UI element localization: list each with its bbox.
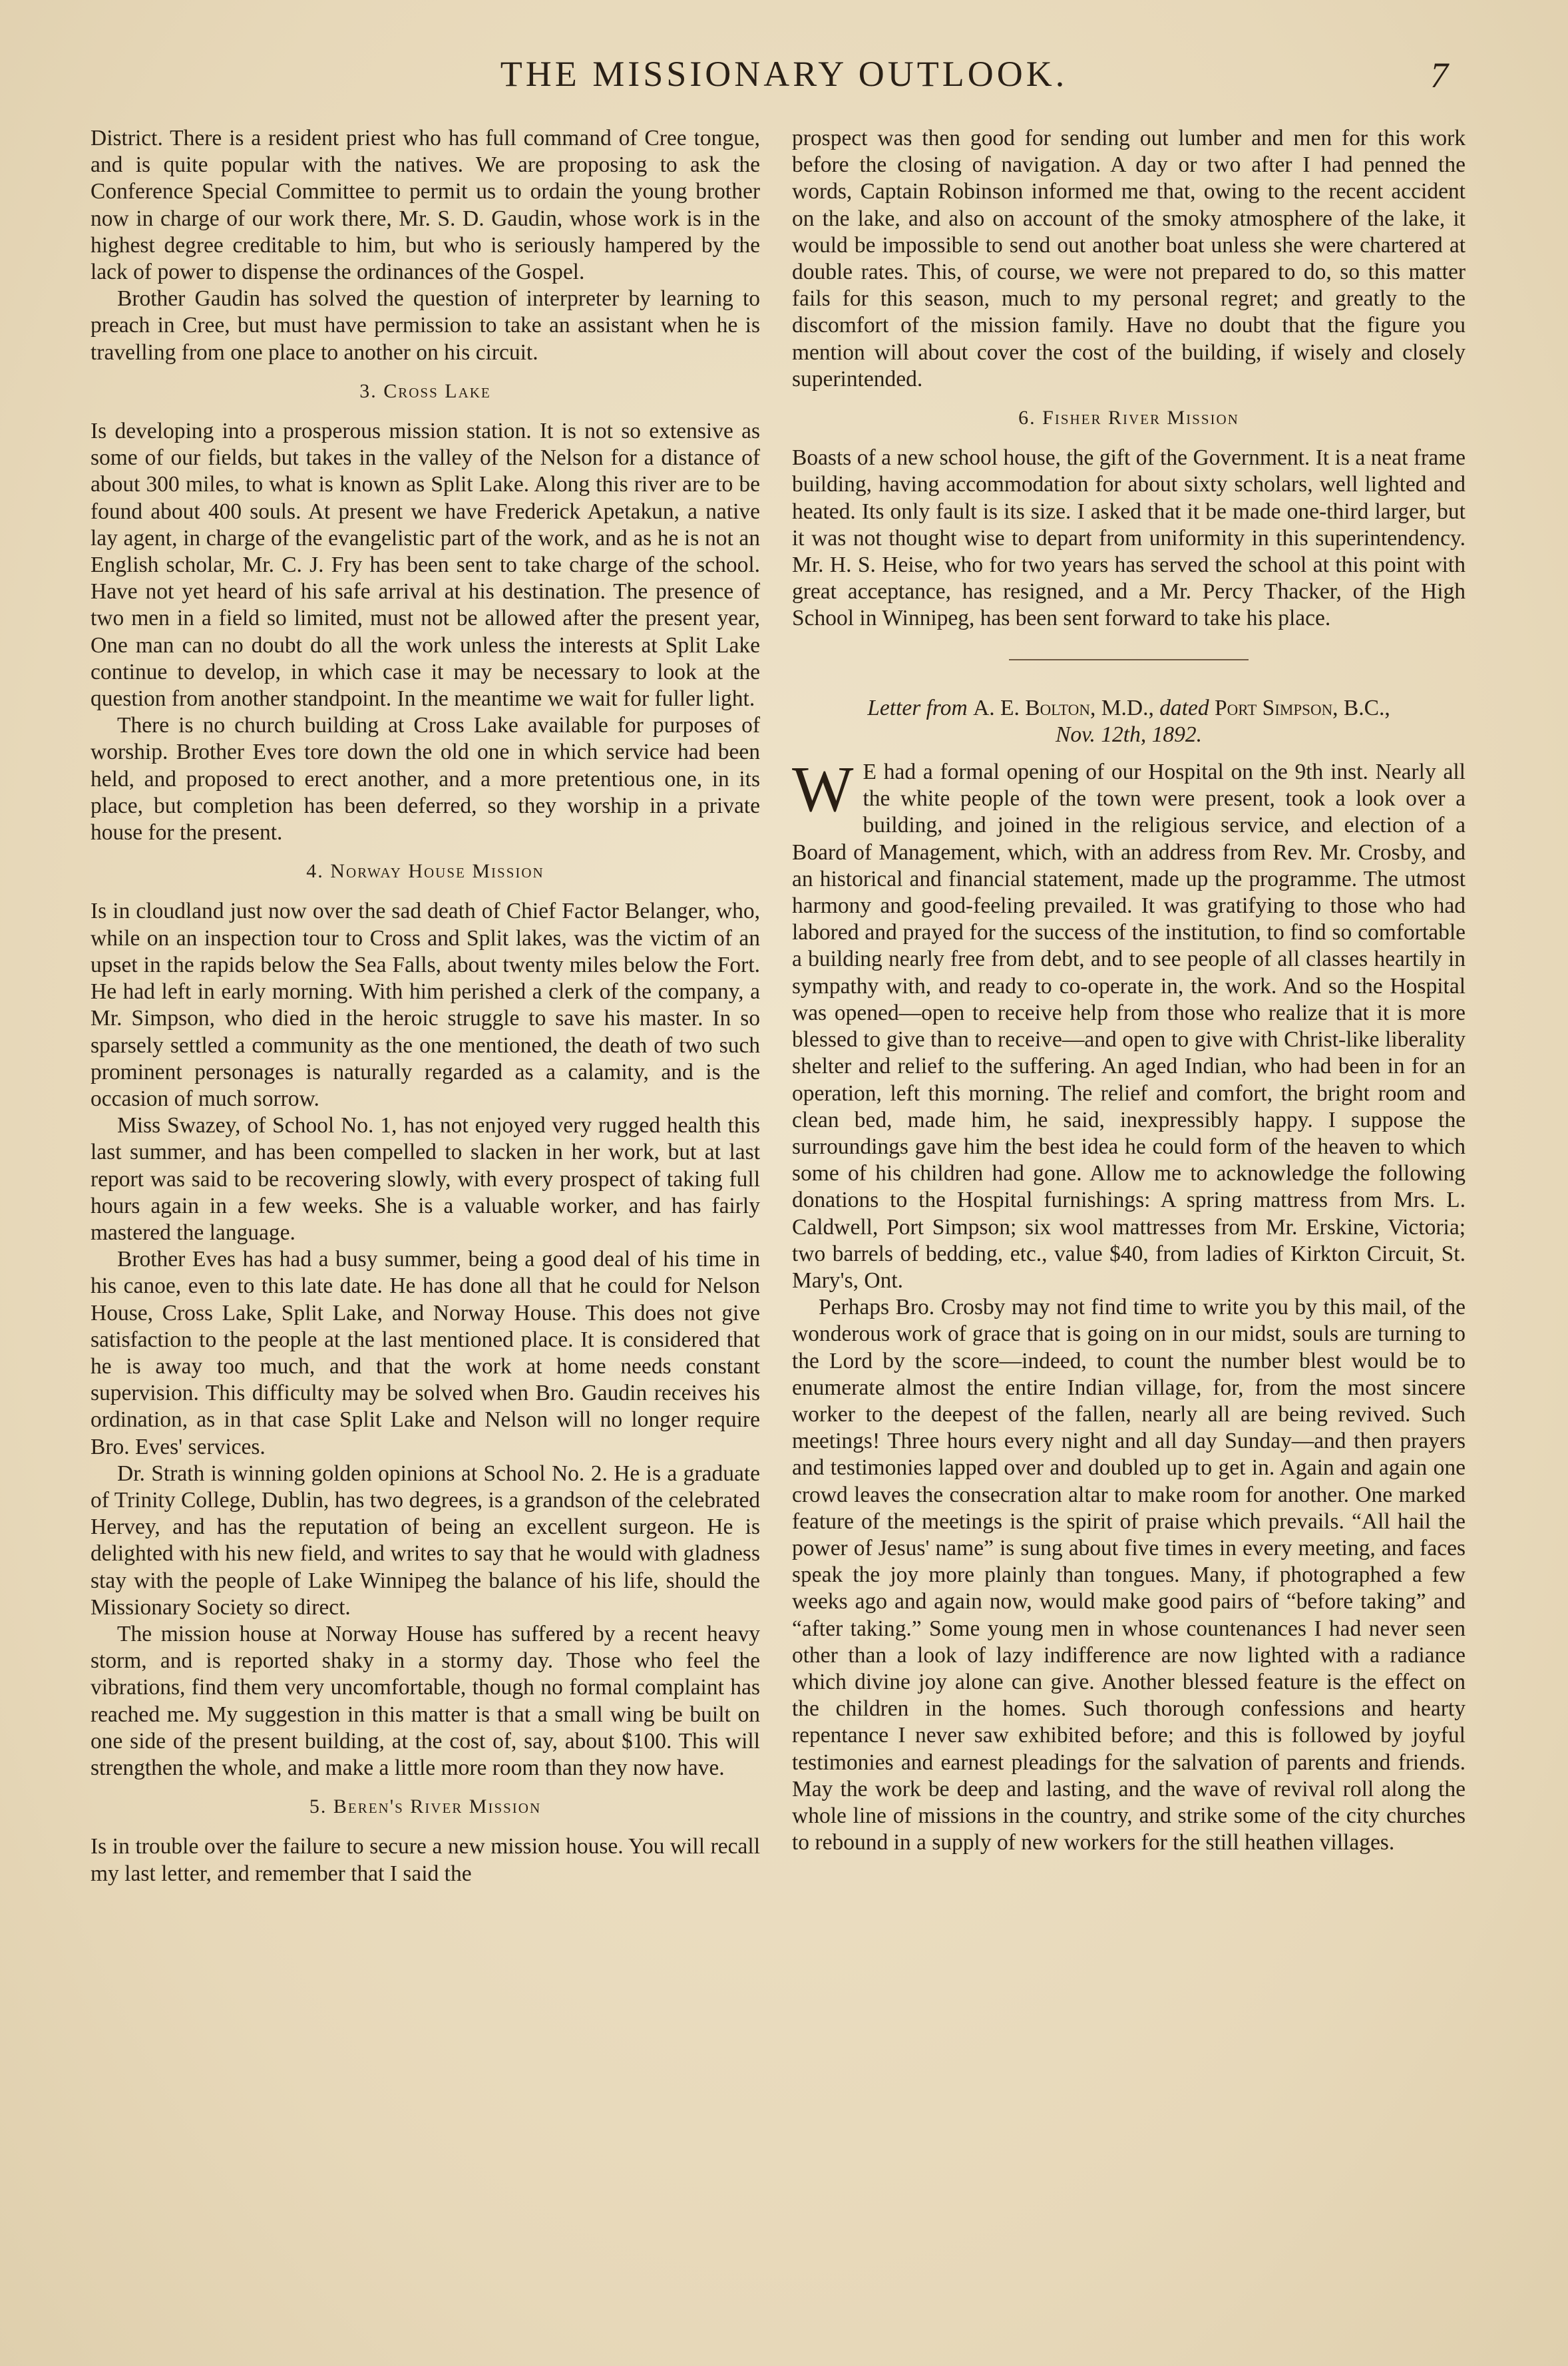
- paragraph-norway-1: Is in cloudland just now over the sad death of Chief Factor Belanger, who, while on an inspection tour to Cross and Split lakes, was the victim of an upset in the rapids below the Sea Falls, about twenty miles below the Fort. He had left in early morning. With him perished a clerk of the company, a Mr. Simpson, who died in the heroic struggle to save his master. In so sparsely settled a community as the one mentioned, the death of two such prominent personages is naturally regarded as a calamity, and is the occasion of much sorrow.: [91, 899, 760, 1111]
- letter-dated-label: dated: [1159, 695, 1209, 720]
- letter-author: A. E. Bolton, M.D.,: [973, 695, 1154, 720]
- letter-place: Port Simpson, B.C.,: [1215, 695, 1390, 720]
- paragraph-berens-1: Is in trouble over the failure to secure a new mission house. You will recall my last letter, and remember that I said the: [91, 1834, 760, 1886]
- letter-date: Nov. 12th, 1892.: [1056, 722, 1202, 747]
- letter-from-label: Letter from: [867, 695, 968, 720]
- paragraph-cross-lake-1: Is developing into a prosperous mission station. It is not so extensive as some of our fields, but takes in the valley of the Nelson for a distance of about 300 miles, to what is known as Split Lake. Along this river are to be found about 400 souls. At present we have Frederick Apetakun, a native lay agent, in charge of the evangelistic part of the work, and as he is not an English scholar, Mr. C. J. Fry has been sent to take charge of the school. Have not yet heard of his safe arrival at his destination. The presence of two men in a field so limited, must not be allowed after the present year, One man can no doubt do all the work unless the interests at Split Lake continue to develop, in which case it may be necessary to look at the question from another standpoint. In the meantime we wait for fuller light.: [91, 419, 760, 712]
- page-number: 7: [1430, 55, 1448, 95]
- page-header: [0, 53, 1568, 107]
- paragraph-cross-lake-2: There is no church building at Cross Lake available for purposes of worship. Brother Eves tore down the old one in which service had been held, and proposed to erect another, and a more pretentious one, in its place, but completion has been deferred, so they worship in a private house for the present.: [91, 713, 760, 845]
- section-heading-norway-house: 4. Norway House Mission: [306, 860, 544, 883]
- right-column: [792, 125, 1466, 1856]
- paragraph-letter-2: Perhaps Bro. Crosby may not find time to write you by this mail, of the wonderous work of grace that is going on in our midst, souls are turning to the Lord by the score—indeed, to count the number blest would be to enumerate almost the entire Indian village, for, from the most sincere worker to the deepest of the fallen, nearly all are being revived. Such meetings! Three hours every night and all day Sunday—and then prayers and testimonies lapped over and doubled up to get in. Again and again one crowd leaves the consecration altar to make room for another. One marked feature of the meetings is the spirit of praise which prevails. “All hail the power of Jesus' name” is sung about five times in every meeting, and faces speak the joy more plainly than tongues. Many, if photographed a few weeks ago and again now, would make good pairs of “before taking” and “after taking.” Some young men in whose countenances I had never seen other than a look of lazy indifference are now lighted with a radiance which divine joy alone can give. Another blessed feature is the effect on the children in the homes. Such thorough confessions and hearty repentance I never saw exhibited before; and this is followed by joyful testimonies and earnest pleadings for the salvation of parents and friends. May the work be deep and lasting, and the wave of revival roll along the whole line of missions in the country, and strike some of the city churches to rebound in a supply of new workers for the still heathen villages.: [792, 1295, 1466, 1855]
- paragraph-gaudin: Brother Gaudin has solved the question of interpreter by learning to preach in Cree, but must have permission to take an assistant when he is travelling from one place to another on his circuit.: [91, 286, 760, 365]
- section-heading-berens-river: 5. Beren's River Mission: [309, 1795, 542, 1818]
- paragraph-norway-3: Brother Eves has had a busy summer, being a good deal of his time in his canoe, even to this late date. He has done all that he could for Nelson House, Cross Lake, Split Lake, and Norway House. This does not give satisfaction to the people at the last mentioned place. It is considered that he is away too much, and that the work at home needs constant supervision. This difficulty may be solved when Bro. Gaudin receives his ordination, as in that case Split Lake and Nelson will no longer require Bro. Eves' services.: [91, 1247, 760, 1459]
- section-divider: [1009, 659, 1249, 660]
- letter-heading: [792, 695, 1466, 748]
- publication-title: THE MISSIONARY OUTLOOK.: [500, 54, 1068, 94]
- section-heading-cross-lake: 3. Cross Lake: [359, 379, 491, 402]
- paragraph-letter-1: [792, 754, 1466, 1294]
- paragraph-fisher-river: Boasts of a new school house, the gift of the Government. It is a neat frame building, having accommodation for about sixty scholars, well lighted and heated. Its only fault is its size. I asked that it be made one-third larger, but it was not thought wise to depart from uniformity in this superintendency. Mr. H. S. Heise, who for two years has served the school at this point with great acceptance, has resigned, and a Mr. Percy Thacker, of the High School in Winnipeg, has been sent forward to take his place.: [792, 445, 1466, 631]
- paragraph-district: District. There is a resident priest who has full command of Cree tongue, and is quite popular with the natives. We are proposing to ask the Conference Special Committee to permit us to ordain the young brother now in charge of our work there, Mr. S. D. Gaudin, whose work is in the highest degree creditable to him, but who is seriously hampered by the lack of power to dispense the ordinances of the Gospel.: [91, 126, 760, 285]
- paragraph-norway-4: Dr. Strath is winning golden opinions at School No. 2. He is a graduate of Trinity College, Dublin, has two degrees, is a grandson of the celebrated Hervey, and has the reputation of being an excellent surgeon. He is delighted with his new field, and writes to say that he would with gladness stay with the people of Lake Winnipeg the balance of his life, should the Missionary Society so direct.: [91, 1461, 760, 1620]
- drop-cap: W: [792, 754, 854, 826]
- paragraph-norway-2: Miss Swazey, of School No. 1, has not enjoyed very rugged health this last summer, and has been compelled to slacken in her work, but at last report was said to be recovering slowly, with every prospect of taking full hours again in a few weeks. She is a valuable worker, and has fairly mastered the language.: [91, 1113, 760, 1245]
- left-column: [91, 125, 760, 1887]
- paragraph-letter-1-text: E had a formal opening of our Hospital on the 9th inst. Nearly all the white people of the town were present, took a look over a building, and joined in the religious service, and election of a Board of Management, which, with an address from Rev. Mr. Crosby, and an historical and financial statement, made up the programme. The utmost harmony and good-feeling prevailed. It was gratifying to those who had labored and prayed for the success of the institution, to find so comfortable a building nearly free from debt, and to see people of all classes heartily in sympathy with, and ready to co-operate in, the work. And so the Hospital was opened—open to receive help from those who realize that it is more blessed to give than to receive—and open to give with Christ-like liberality shelter and relief to the suffering. An aged Indian, who had been in for an operation, left this morning. The relief and comfort, the bright room and clean bed, made him, he said, inexpressibly happy. I suppose the surroundings gave him the best idea he could form of the heaven to which some of his children had gone. Allow me to acknowledge the following donations to the Hospital furnishings: A spring mattress from Mrs. L. Caldwell, Port Simpson; six wool mattresses from Mr. Erskine, Victoria; two barrels of bedding, etc., value $40, from ladies of Kirkton Circuit, St. Mary's, Ont.: [792, 760, 1466, 1293]
- paragraph-norway-5: The mission house at Norway House has suffered by a recent heavy storm, and is reported shaky in a stormy day. Those who feel the vibrations, find them very uncomfortable, though no formal complaint has reached me. My suggestion in this matter is that a small wing be built on one side of the present building, at the cost of, say, about $100. This will strengthen the whole, and make a little more room than they now have.: [91, 1621, 760, 1780]
- section-heading-fisher-river: 6. Fisher River Mission: [1018, 407, 1239, 429]
- paragraph-prospect: prospect was then good for sending out lumber and men for this work before the closing of navigation. A day or two after I had penned the words, Captain Robinson informed me that, owing to the recent accident on the lake, and also on account of the smoky atmosphere of the lake, it would be impossible to send out another boat unless she were chartered at double rates. This, of course, we were not prepared to do, so this matter fails for this season, much to my personal regret; and greatly to the discomfort of the mission family. Have no doubt that the figure you mention will about cover the cost of the building, if wisely and closely superintended.: [792, 126, 1466, 391]
